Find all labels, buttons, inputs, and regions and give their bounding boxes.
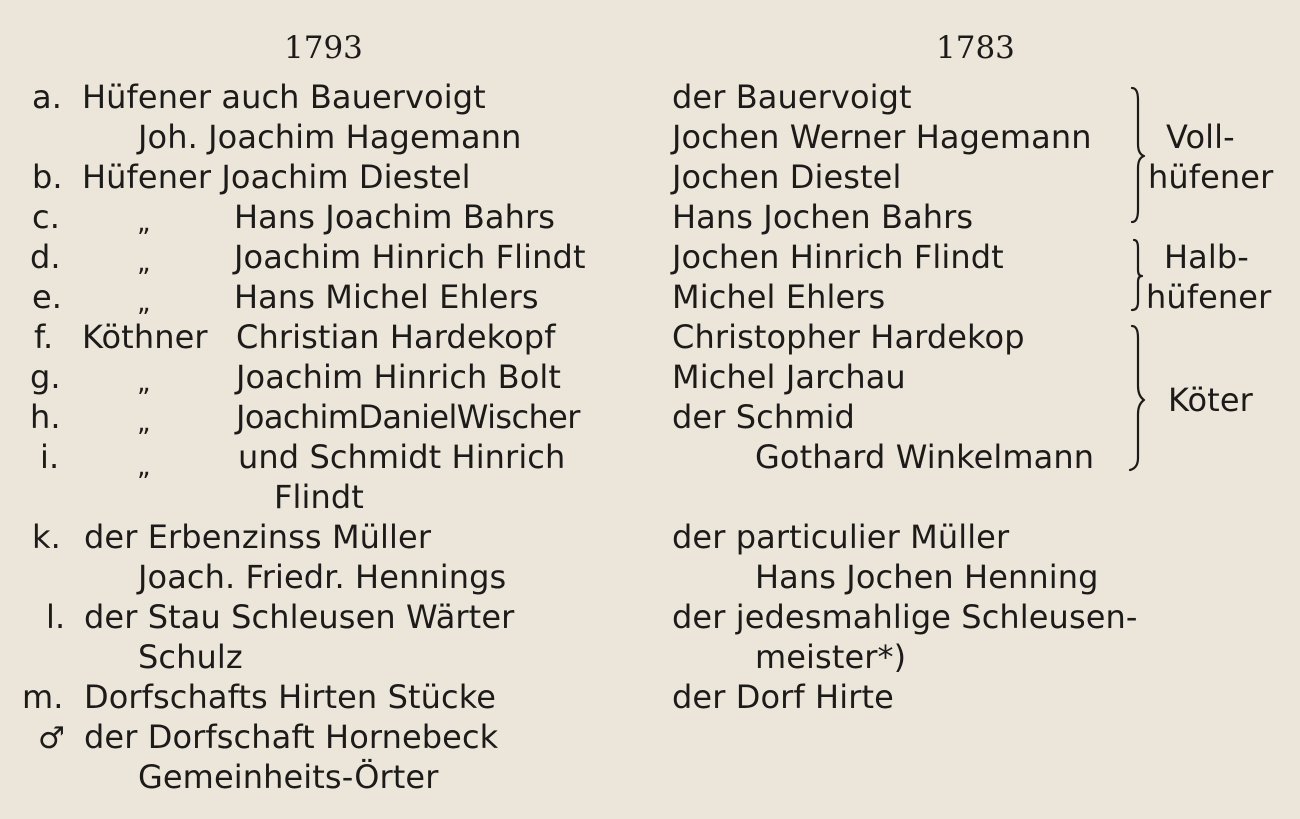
ditto-mark: „ bbox=[137, 408, 151, 438]
brace-halbhuefener bbox=[1124, 238, 1148, 314]
left-entry: der Erbenzinss Müller bbox=[84, 518, 432, 556]
brace-label: hüfener bbox=[1148, 158, 1274, 196]
ditto-mark: „ bbox=[137, 248, 151, 278]
ditto-mark: „ bbox=[137, 368, 151, 398]
brace-label: hüfener bbox=[1146, 278, 1272, 316]
left-entry: Köthner bbox=[82, 318, 208, 356]
left-entry: der Stau Schleusen Wärter bbox=[84, 598, 515, 636]
left-entry: Joachim Hinrich Flindt bbox=[234, 238, 586, 276]
ditto-mark: „ bbox=[137, 208, 151, 238]
year-header-1783: 1783 bbox=[936, 30, 1015, 66]
item-letter: d. bbox=[30, 238, 61, 276]
left-entry: Gemeinheits-Örter bbox=[138, 758, 439, 796]
right-entry: der Dorf Hirte bbox=[672, 678, 894, 716]
right-entry: der particulier Müller bbox=[672, 518, 1010, 556]
right-entry: Michel Ehlers bbox=[672, 278, 886, 316]
item-letter: a. bbox=[32, 78, 62, 116]
left-entry: Hans Michel Ehlers bbox=[234, 278, 539, 316]
right-entry: Michel Jarchau bbox=[672, 358, 906, 396]
brace-label: Voll- bbox=[1166, 118, 1235, 156]
right-entry: Christopher Hardekop bbox=[672, 318, 1025, 356]
mars-symbol-icon: ♂ bbox=[38, 721, 65, 756]
left-entry: Schulz bbox=[138, 638, 243, 676]
right-entry: der Schmid bbox=[672, 398, 855, 436]
right-entry: der jedesmahlige Schleusen- bbox=[672, 598, 1138, 636]
item-letter: g. bbox=[30, 358, 61, 396]
item-letter: m. bbox=[22, 678, 64, 716]
left-entry: der Dorfschaft Hornebeck bbox=[84, 718, 499, 756]
left-entry: Hüfener auch Bauervoigt bbox=[82, 78, 486, 116]
item-letter: c. bbox=[32, 198, 60, 236]
left-entry: Hüfener Joachim Diestel bbox=[82, 158, 471, 196]
item-letter: k. bbox=[32, 518, 61, 556]
right-entry: Hans Jochen Henning bbox=[755, 558, 1099, 596]
item-letter: h. bbox=[30, 398, 61, 436]
brace-label: Halb- bbox=[1164, 238, 1249, 276]
brace-vollhuefener bbox=[1124, 86, 1148, 226]
left-entry: Dorfschafts Hirten Stücke bbox=[84, 678, 496, 716]
right-entry: der Bauervoigt bbox=[672, 78, 912, 116]
left-entry: JoachimDanielWischer bbox=[236, 398, 580, 436]
left-entry: Joh. Joachim Hagemann bbox=[138, 118, 522, 156]
ditto-mark: „ bbox=[137, 288, 151, 318]
right-entry: Gothard Winkelmann bbox=[755, 438, 1095, 476]
right-entry: Hans Jochen Bahrs bbox=[672, 198, 974, 236]
left-entry: Joach. Friedr. Hennings bbox=[138, 558, 507, 596]
left-entry: Hans Joachim Bahrs bbox=[234, 198, 556, 236]
left-entry: und Schmidt Hinrich bbox=[238, 438, 566, 476]
item-letter: b. bbox=[32, 158, 63, 196]
item-letter: i. bbox=[40, 438, 60, 476]
left-entry: Christian Hardekopf bbox=[236, 318, 556, 356]
right-entry: Jochen Hinrich Flindt bbox=[672, 238, 1004, 276]
brace-koeter bbox=[1124, 324, 1148, 474]
item-letter: f. bbox=[34, 318, 54, 356]
ditto-mark: „ bbox=[137, 452, 151, 482]
brace-label: Köter bbox=[1168, 381, 1253, 419]
item-letter: e. bbox=[32, 278, 63, 316]
left-entry: Joachim Hinrich Bolt bbox=[236, 358, 562, 396]
left-entry: Flindt bbox=[274, 478, 364, 516]
year-header-1793: 1793 bbox=[284, 30, 363, 66]
item-letter: l. bbox=[46, 598, 66, 636]
right-entry: Jochen Diestel bbox=[672, 158, 902, 196]
right-entry: Jochen Werner Hagemann bbox=[672, 118, 1092, 156]
right-entry: meister*) bbox=[755, 638, 907, 676]
